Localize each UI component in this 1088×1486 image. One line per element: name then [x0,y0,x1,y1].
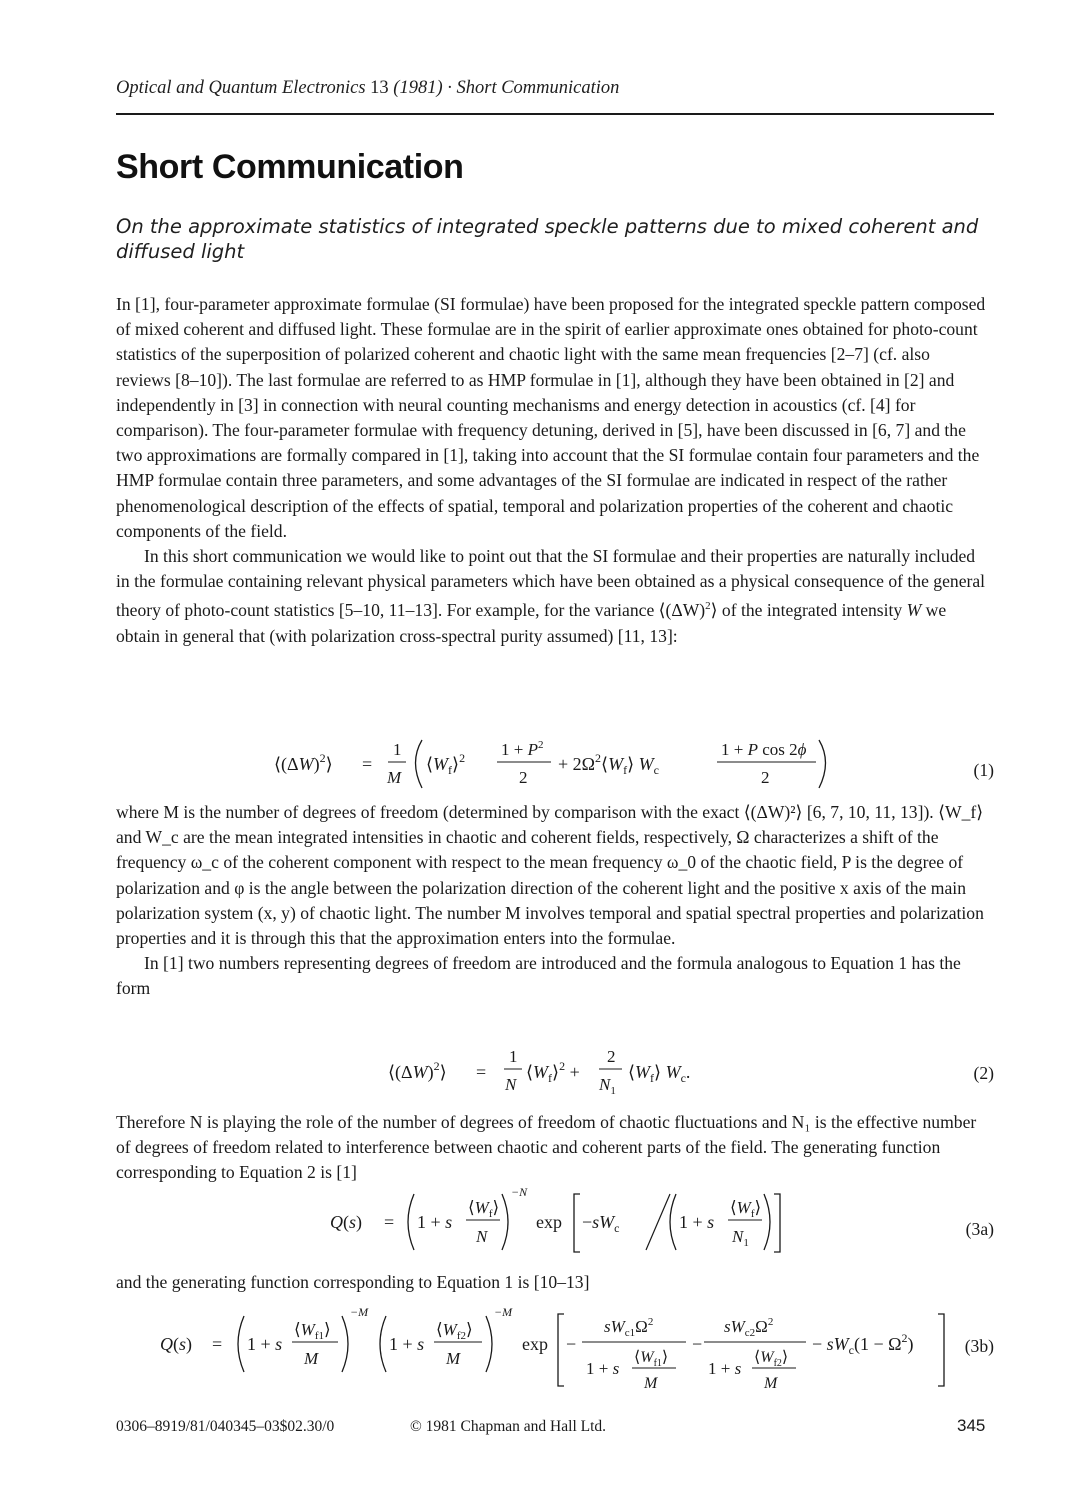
svg-text:−M: −M [494,1305,513,1319]
equation-3b-number: (3b) [964,1336,994,1356]
section-name: Short Communication [456,78,620,98]
journal-volume: 13 [370,78,389,98]
equation-2 [116,1040,994,1098]
svg-text:exp: exp [522,1334,548,1354]
svg-text:=: = [384,1212,395,1232]
svg-text:M: M [304,1349,319,1368]
equation-1-formula [116,732,876,792]
svg-text:1 + s: 1 + s [679,1212,715,1232]
svg-text:⟨Wf2⟩: $⟨W_{f2}⟩$ [754,1349,789,1369]
svg-text:− sWc(1 − Ω2): − $sW_c(1 - \Omega^2)$ [812,1331,914,1357]
paragraph-5: Therefore N is playing the role of the number of degrees of freedom of chaotic fluctuations and N₁ is the effective number of degrees of freedom related to interference between chaotic and coherent parts of the field. The generating function corresponding to Equation 2 is [1] [116,1112,977,1183]
svg-text:−: − [566,1334,577,1354]
svg-text:⟨Wf⟩2: $⟨W_f⟩^2$ [426,751,466,777]
svg-text:⟨(ΔW)2⟩: $⟨(\Delta W)^2⟩$ [274,751,333,774]
svg-text:⟨Wf⟩2 +: $⟨W_f⟩^2$ + [526,1059,580,1085]
svg-text:1 + P2: $1 + P^2$ [501,739,544,759]
svg-text:M: M [644,1375,658,1392]
article-subtitle: On the approximate statistics of integrated speckle patterns due to mixed coherent and diffused light [116,215,979,263]
svg-text:1 + s: 1 + s [247,1334,283,1354]
svg-text:=: = [362,754,373,774]
svg-text:⟨Wf1⟩: $⟨W_{f1}⟩$ [294,1320,331,1342]
journal-name: Optical and Quantum Electronics [116,78,366,98]
svg-text:M: M [446,1349,461,1368]
equation-3a-number: (3a) [965,1219,994,1239]
svg-text:Q(s): Q(s) [160,1334,193,1354]
svg-text:−: − [692,1334,703,1354]
paragraph-1: In [1], four-parameter approximate formulae (SI formulae) have been proposed for the integrated speckle pattern composed of mixed coherent and diffused light. These formulae are in the spirit of earlier approximate ones obtained for photo-count statistics of the superposition of polarized coherent and chaotic light with the same mean frequencies [2–7] (cf. also reviews [8–10]). The last formulae are referred to as HMP formulae in [1], although they have been obtained in [2] and independently in [3] in connection with neural counting mechanisms and energy detection in acoustics (cf. [4] for comparison). The four-parameter formulae with frequency detuning, derived in [5], have been discussed in [6, 7] and the two approximations are formally compared in [1], taking into account that the SI formulae contain four parameters and the HMP formulae contain three parameters, and some advantages of the SI formulae are indicated in respect of the rather phenomenological description of the effects of spatial, temporal and polarization properties of the coherent and chaotic components of the field. [116,294,986,541]
svg-text:1 + s: 1 + s [417,1212,453,1232]
body-text-1 [116,292,988,649]
body-text-4 [116,1270,988,1295]
svg-text:+ 2Ω2⟨Wf⟩ Wc: + $2\Omega^2⟨W_f⟩$ $W_c$ [558,751,659,777]
journal-year: (1981) [393,78,443,98]
svg-text:Q(s): Q(s) [330,1212,363,1232]
equation-3a [116,1182,994,1254]
svg-text:M: M [387,768,402,787]
svg-text:⟨(ΔW)2⟩: $⟨(\Delta W)^2⟩$ [388,1059,447,1082]
svg-text:⟨Wf2⟩: $⟨W_{f2}⟩$ [436,1320,473,1342]
paragraph-2: In this short communication we would like to point out that the SI formulae and their properties are naturally included in the formulae containing relevant physical parameters which have been obtained as a physical consequence of the general theory of photo-count statistics [5–10, 11–13]. For example, for the variance $⟨(\Delta W)^2⟩$ of the integrated intensity W we obtain in general that (with polarization cross-spectral purity assumed) [11, 13]: [116,546,986,646]
svg-text:N: N [505,1075,517,1094]
page-number: 345 [957,1416,986,1435]
equation-2-number: (2) [973,1063,994,1083]
svg-text:−M: −M [350,1305,369,1319]
paragraph-3: where M is the number of degrees of freedom (determined by comparison with the exact ⟨(ΔW)²⟩ [6, 7, 10, 11, 13]). ⟨W_f⟩ and W_c are the mean integrated intensities in chaotic and coherent fields, respectively, Ω characterizes a shift of the frequency ω_c of the coherent component with respect to the mean frequency ω_0 of the chaotic field, P is the degree of polarization and φ is the angle between the polarization direction of the coherent light and the positive x axis of the main polarization system (x, y) of chaotic light. The number M involves temporal and spatial spectral properties and polarization properties and it is through this that the approximation enters into the formulae. [116,802,984,949]
svg-text:N1: $N_1$ [599,1075,616,1097]
svg-text:⟨Wf⟩ Wc.: $⟨W_f⟩$ $W_c$. [628,1062,691,1085]
svg-text:−N: −N [511,1185,528,1199]
paragraph-4: In [1] two numbers representing degrees of freedom are introduced and the formula analogous to Equation 1 has the form [116,953,961,999]
header-rule [116,113,994,115]
svg-text:1 + s: 1 + s [586,1359,620,1378]
svg-text:1: 1 [393,740,402,759]
head-separator: · [447,78,452,98]
svg-text:1 + s: 1 + s [708,1359,742,1378]
body-text-3 [116,1110,988,1186]
svg-text:2: 2 [519,768,528,787]
equation-1 [116,732,994,792]
footer-copyright: © 1981 Chapman and Hall Ltd. [410,1418,607,1435]
svg-text:N: N [476,1227,488,1246]
svg-text:=: = [212,1334,223,1354]
svg-text:exp: exp [536,1212,562,1232]
equation-2-formula [116,1040,876,1098]
running-head [116,78,619,99]
body-text-2 [116,800,988,1002]
svg-text:N1: $N_1$ [732,1227,749,1249]
svg-text:⟨Wf⟩: $⟨W_f⟩$ [730,1198,762,1220]
equation-3b [116,1300,994,1392]
svg-text:1 + P cos 2ϕ: 1 + P cos 2ϕ [721,740,807,759]
svg-text:=: = [476,1062,487,1082]
paragraph-6: and the generating function corresponding to Equation 1 is [10–13] [116,1272,590,1292]
svg-text:2: 2 [761,768,770,787]
svg-text:M: M [764,1375,778,1392]
equation-3b-formula [116,1300,956,1392]
svg-text:2: 2 [607,1047,616,1066]
svg-text:⟨Wf⟩: $⟨W_f⟩$ [468,1198,500,1220]
footer-code: 0306–8919/81/040345–03$02.30/0 [116,1418,335,1435]
svg-text:1: 1 [509,1047,518,1066]
svg-text:−sWc: $-sW_c$ [582,1212,620,1235]
svg-text:sWc1Ω2: $sW_{c1}\Omega^2$ [604,1316,654,1339]
svg-text:sWc2Ω2: $sW_{c2}\Omega^2$ [724,1316,774,1339]
svg-text:⟨Wf1⟩: $⟨W_{f1}⟩$ [634,1349,669,1369]
equation-3a-formula [116,1182,896,1254]
page-title: Short Communication [116,148,464,186]
equation-1-number: (1) [973,760,994,780]
svg-text:1 + s: 1 + s [389,1334,425,1354]
